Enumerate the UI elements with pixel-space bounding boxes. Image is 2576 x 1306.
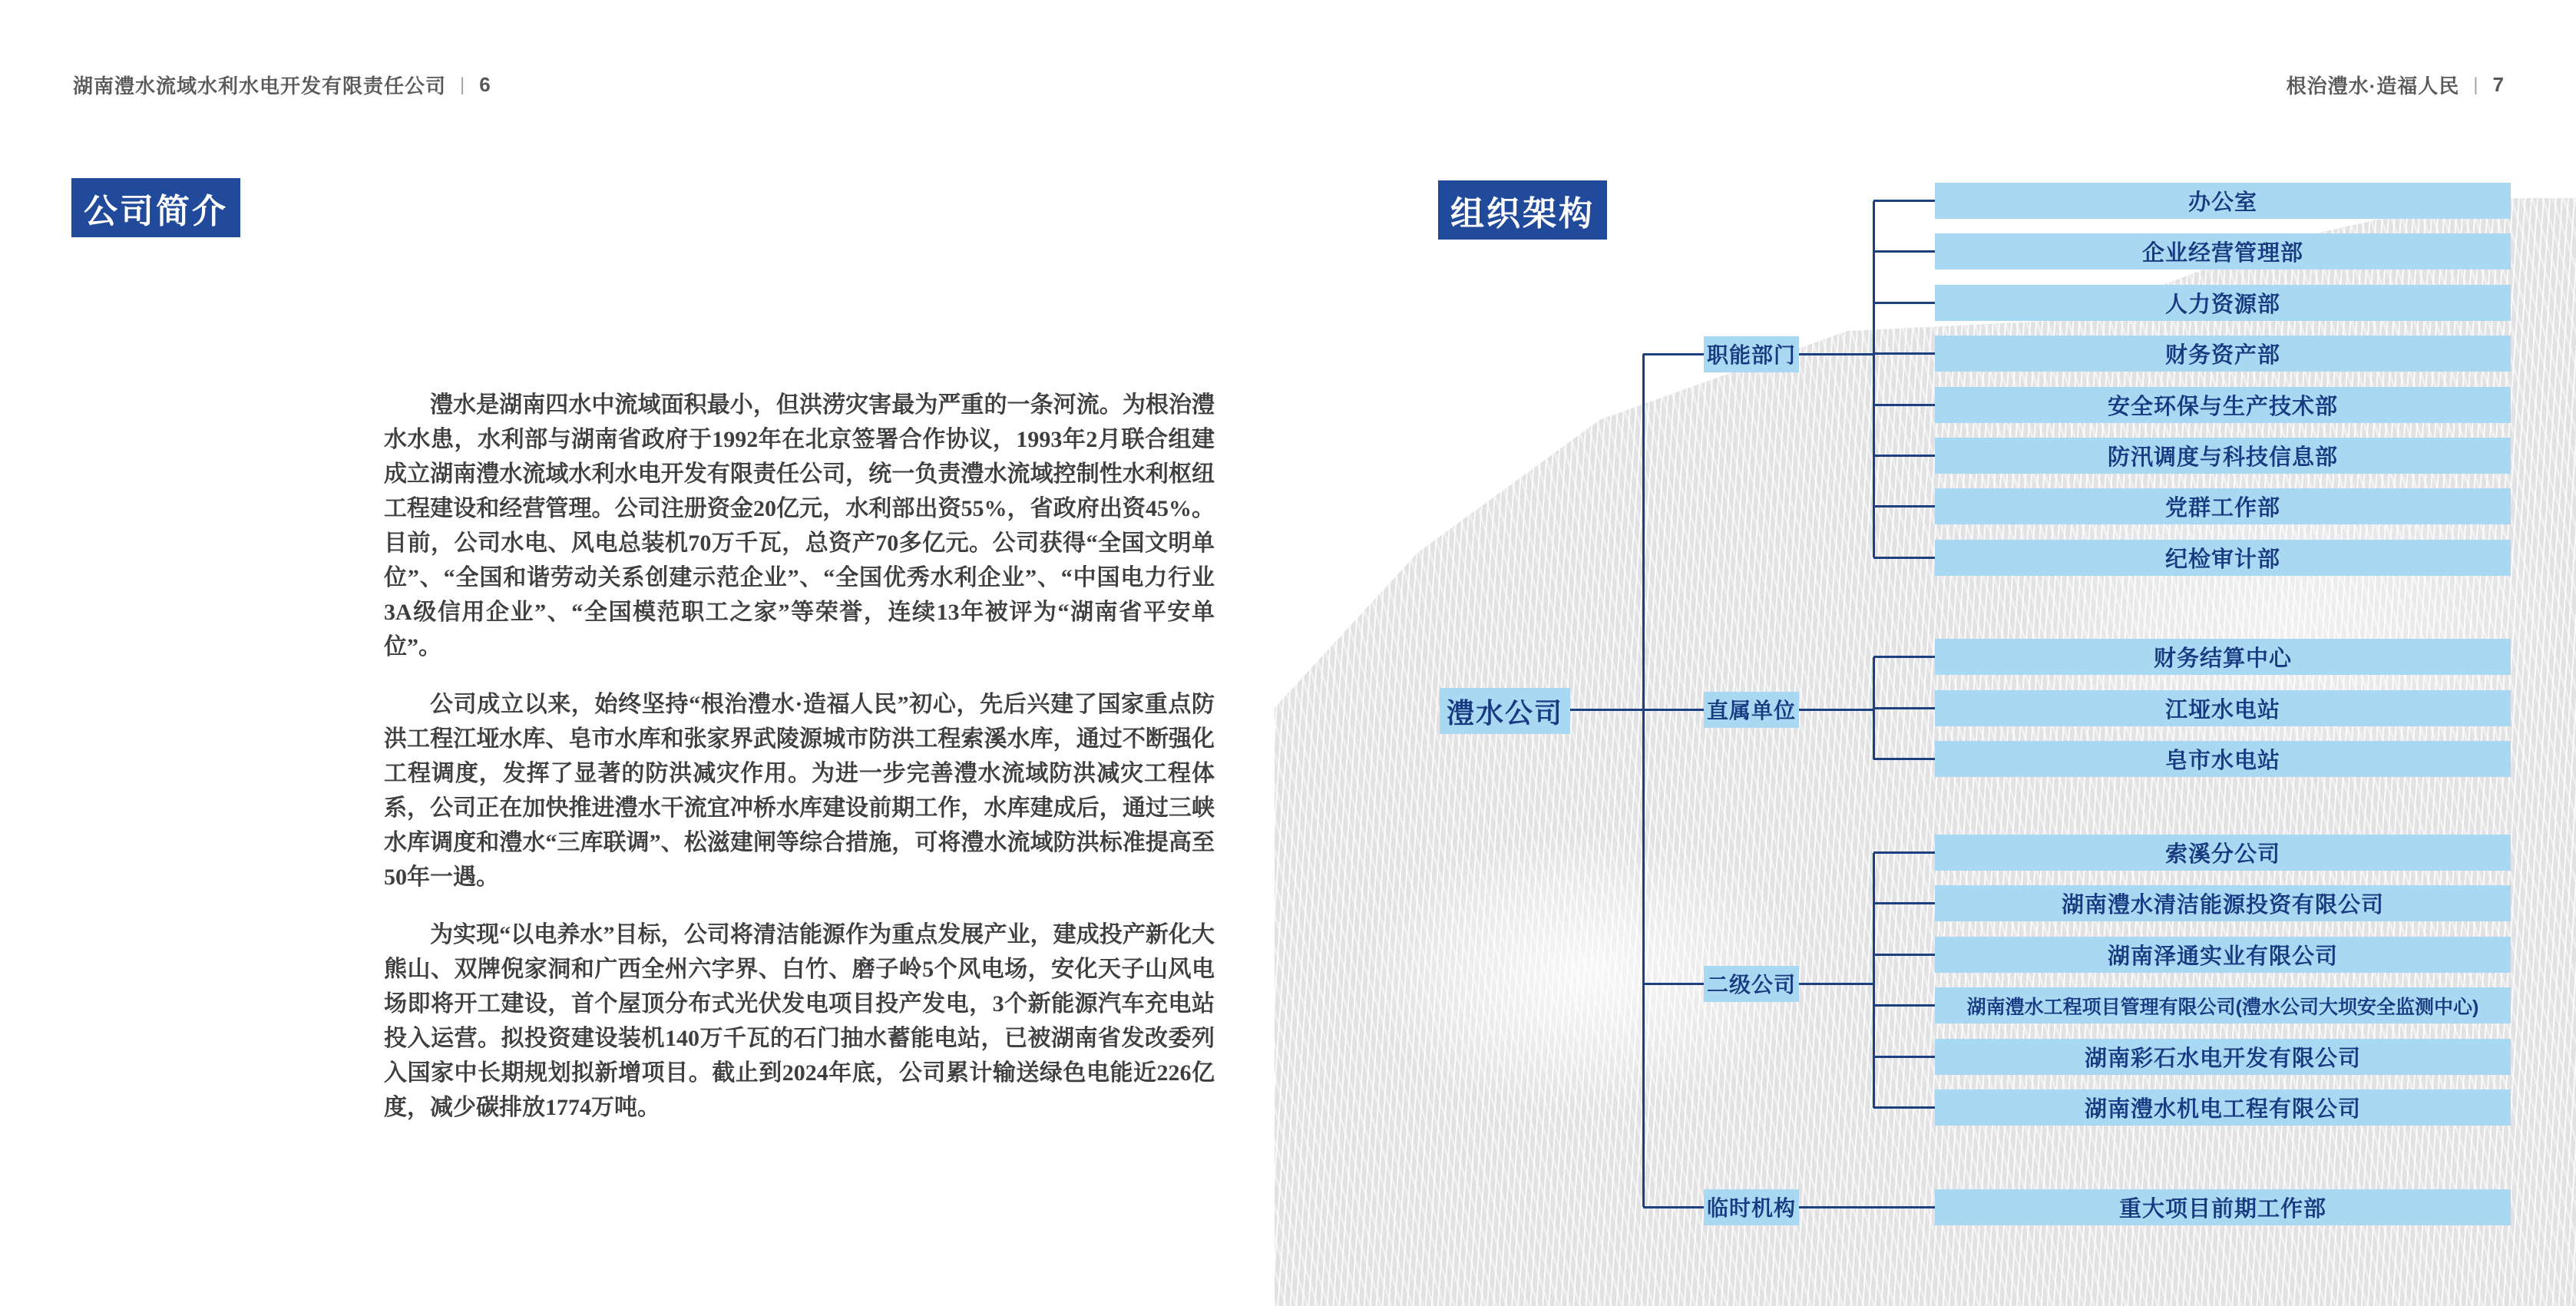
- connector-line: [1873, 1004, 1935, 1007]
- org-chart-node: 湖南澧水清洁能源投资有限公司: [1935, 885, 2511, 921]
- org-branch-label: 二级公司: [1704, 966, 1799, 1002]
- org-chart-node: 皂市水电站: [1935, 741, 2511, 777]
- connector-line: [1873, 656, 1935, 658]
- connector-line: [1570, 709, 1704, 711]
- right-header-title: 根治澧水·造福人民: [2286, 74, 2460, 98]
- connector-line: [1643, 983, 1704, 985]
- org-chart-node: 江垭水电站: [1935, 690, 2511, 726]
- connector-line: [1873, 200, 1935, 202]
- org-chart-node: 索溪分公司: [1935, 835, 2511, 871]
- org-chart-node: 人力资源部: [1935, 285, 2511, 321]
- org-chart-node: 财务结算中心: [1935, 639, 2511, 675]
- connector-line: [1873, 758, 1935, 760]
- org-branch-label: 职能部门: [1704, 336, 1799, 372]
- org-chart-node: 企业经营管理部: [1935, 233, 2511, 269]
- connector-line: [1642, 354, 1645, 1207]
- org-chart-node: 湖南澧水机电工程有限公司: [1935, 1089, 2511, 1126]
- connector-line: [1873, 302, 1935, 304]
- connector-line: [1873, 954, 1935, 956]
- intro-paragraph-1: 澧水是湖南四水中流域面积最小，但洪涝灾害最为严重的一条河流。为根治澧水水患，水利部与湖南省政府于1992年在北京签署合作协议，1993年2月联合组建成立湖南澧水流域水利水电开发有限责任公司，统一负责澧水流域控制性水利枢纽工程建设和经营管理。公司注册资金20亿元，水利部出资55%，省政府出资45%。目前，公司水电、风电总装机70万千瓦，总资产70多亿元。公司获得“全国文明单位”、“全国和谐劳动关系创建示范企业”、“全国优秀水利企业”、“中国电力行业3A级信用企业”、“全国模范职工之家”等荣誉，连续13年被评为“湖南省平安单位”。: [384, 392, 1215, 660]
- connector-line: [1799, 709, 1873, 711]
- connector-line: [1799, 1206, 1935, 1208]
- connector-line: [1873, 352, 1935, 355]
- right-page-header: [2287, 71, 2505, 99]
- connector-line: [1873, 455, 1935, 457]
- org-chart-node: 湖南澧水工程项目管理有限公司(澧水公司大坝安全监测中心): [1935, 987, 2511, 1023]
- left-page-header: [73, 71, 491, 99]
- right-page-number: 7: [2492, 73, 2505, 96]
- header-divider: |: [2473, 74, 2479, 95]
- connector-line: [1873, 404, 1935, 406]
- connector-line: [1799, 983, 1873, 985]
- connector-line: [1799, 353, 1873, 355]
- left-page-number: 6: [479, 73, 491, 96]
- connector-line: [1873, 853, 1875, 1108]
- section-title-org-structure: 组织架构: [1438, 180, 1607, 240]
- connector-line: [1643, 1206, 1704, 1208]
- org-chart-node: 重大项目前期工作部: [1935, 1189, 2511, 1225]
- connector-line: [1643, 353, 1704, 355]
- connector-line: [1873, 707, 1935, 709]
- org-chart-node: 纪检审计部: [1935, 540, 2511, 576]
- org-chart-root-node: 澧水公司: [1440, 688, 1570, 734]
- connector-line: [1873, 505, 1935, 508]
- connector-line: [1873, 201, 1875, 558]
- org-chart-node: 办公室: [1935, 183, 2511, 219]
- connector-line: [1873, 851, 1935, 854]
- org-chart-node: 湖南彩石水电开发有限公司: [1935, 1039, 2511, 1075]
- intro-paragraph-3: 为实现“以电养水”目标，公司将清洁能源作为重点发展产业，建成投产新化大熊山、双牌倪家洞和广西全州六字界、白竹、磨子岭5个风电场，安化天子山风电场即将开工建设，首个屋顶分布式光伏发电项目投产发电，3个新能源汽车充电站投入运营。拟投资建设装机140万千瓦的石门抽水蓄能电站，已被湖南省发改委列入国家中长期规划拟新增项目。截止到2024年底，公司累计输送绿色电能近226亿度，减少碳排放1774万吨。: [384, 922, 1215, 1120]
- connector-line: [1873, 902, 1935, 904]
- intro-paragraph-2: 公司成立以来，始终坚持“根治澧水·造福人民”初心，先后兴建了国家重点防洪工程江垭水库、皂市水库和张家界武陵源城市防洪工程索溪水库，通过不断强化工程调度，发挥了显著的防洪减灾作用。为进一步完善澧水流域防洪减灾工程体系，公司正在加快推进澧水干流宜冲桥水库建设前期工作，水库建成后，通过三峡水库调度和澧水“三库联调”、松滋建闸等综合措施，可将澧水流域防洪标准提高至50年一遇。: [384, 692, 1215, 890]
- connector-line: [1873, 557, 1935, 559]
- left-header-title: 湖南澧水流域水利水电开发有限责任公司: [73, 74, 447, 98]
- connector-line: [1873, 1106, 1935, 1109]
- org-chart-node: 防汛调度与科技信息部: [1935, 438, 2511, 474]
- org-branch-label: 直属单位: [1704, 692, 1799, 728]
- connector-line: [1873, 250, 1935, 253]
- header-divider: |: [460, 74, 466, 95]
- connector-line: [1873, 1056, 1935, 1058]
- org-chart-node: 财务资产部: [1935, 336, 2511, 372]
- org-chart-node: 安全环保与生产技术部: [1935, 387, 2511, 423]
- section-title-company-intro: 公司简介: [71, 178, 240, 237]
- org-chart-node: 党群工作部: [1935, 488, 2511, 524]
- org-branch-label: 临时机构: [1704, 1189, 1799, 1225]
- org-chart-node: 湖南泽通实业有限公司: [1935, 937, 2511, 973]
